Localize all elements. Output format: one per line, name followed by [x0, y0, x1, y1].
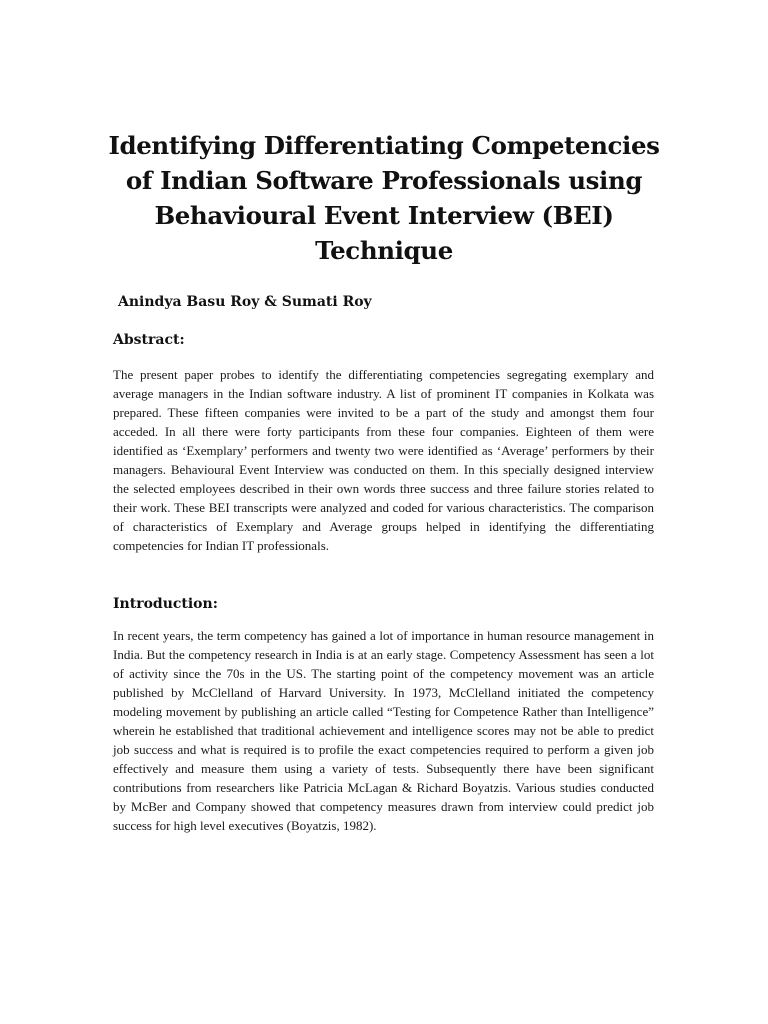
paper-authors: Anindya Basu Roy & Sumati Roy	[118, 294, 372, 310]
introduction-heading: Introduction:	[113, 596, 218, 612]
paper-title: Identifying Differentiating Competencies of Indian Software Professionals using Behavioural Event Interview (BEI) Technique	[108, 131, 660, 265]
abstract-heading: Abstract:	[113, 332, 185, 348]
abstract-paragraph: The present paper probes to identify the differentiating competencies segregating exemplary and average managers in the Indian software industry. A list of prominent IT companies in Kolkata was prepared. These fifteen companies were invited to be a part of the study and amongst them four acceded. In all there were forty participants from these four companies. Eighteen of them were identified as ‘Exemplary’ performers and twenty two were identified as ‘Average’ performers by their managers. Behavioural Event Interview was conducted on them. In this specially designed interview the selected employees described in their own words three success and three failure stories related to their work. These BEI transcripts were analyzed and coded for various characteristics. The comparison of characteristics of Exemplary and Average groups helped in identifying the differentiating competencies for Indian IT professionals.	[113, 367, 654, 553]
introduction-paragraph: In recent years, the term competency has gained a lot of importance in human resource management in India. But the competency research in India is at an early stage. Competency Assessment has seen a lot of activity since the 70s in the US. The starting point of the competency movement was an article published by McClelland of Harvard University. In 1973, McClelland initiated the competency modeling movement by publishing an article called “Testing for Competence Rather than Intelligence” wherein he established that traditional achievement and intelligence scores may not be able to predict job success and what is required is to profile the exact competencies required to perform a given job effectively and measure them using a variety of tests. Subsequently there have been significant contributions from researchers like Patricia McLagan & Richard Boyatzis. Various studies conducted by McBer and Company showed that competency measures drawn from interview could predict job success for high level executives (Boyatzis, 1982).	[113, 628, 654, 833]
